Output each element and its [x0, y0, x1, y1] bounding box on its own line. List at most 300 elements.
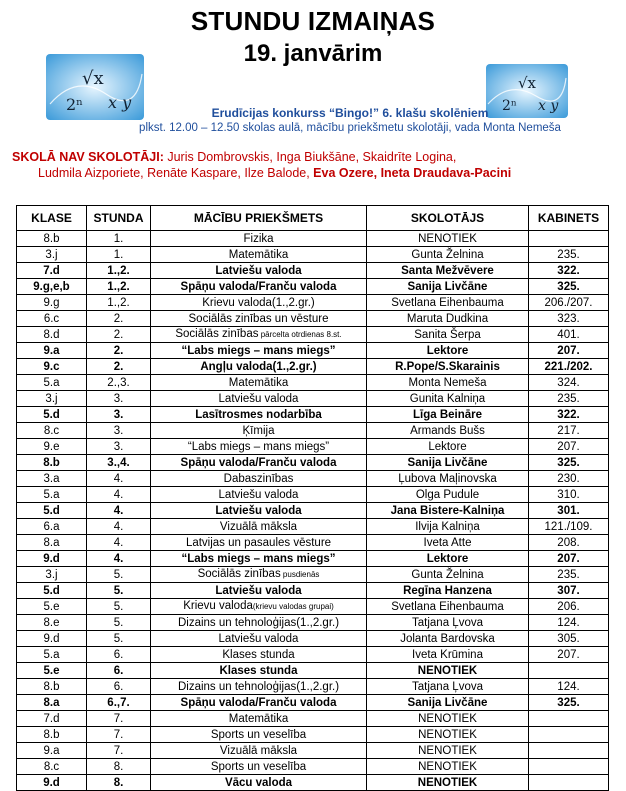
math-logo-left	[46, 54, 144, 120]
cell-prieksmets	[151, 647, 367, 663]
table-row	[17, 231, 609, 247]
logo-right-sub: 2ⁿ	[502, 98, 517, 114]
cell-stunda-text: 7.	[113, 744, 124, 757]
cell-stunda-text: 2.	[113, 328, 124, 341]
cell-klase-text: 7.d	[43, 264, 60, 277]
cell-prieksmets	[151, 663, 367, 679]
cell-stunda-text: 1.,2.	[107, 280, 130, 293]
cell-skolotajs-text: Monta Nemeša	[408, 376, 487, 389]
cell-stunda-text: 3.	[113, 424, 124, 437]
cell-prieksmets	[151, 471, 367, 487]
cell-prieksmets	[151, 679, 367, 695]
cell-skolotajs-text: Olga Pudule	[415, 488, 480, 501]
cell-klase	[17, 647, 87, 663]
cell-klase	[17, 679, 87, 695]
cell-prieksmets-text: Matemātika	[228, 376, 289, 389]
cell-prieksmets-text: Latviešu valoda	[215, 504, 302, 517]
table-row	[17, 327, 609, 343]
cell-stunda	[87, 391, 151, 407]
cell-stunda-text: 5.	[113, 632, 124, 645]
cell-klase	[17, 535, 87, 551]
cell-skolotajs-text: NENOTIEK	[417, 664, 478, 677]
cell-prieksmets-text: Sociālās zinības un vēsture	[188, 312, 329, 325]
cell-kabinets	[529, 359, 609, 375]
table-row	[17, 503, 609, 519]
cell-stunda	[87, 695, 151, 711]
cell-klase-text: 5.a	[43, 376, 60, 389]
cell-kabinets-text: 207.	[557, 552, 580, 565]
cell-skolotajs-text: Ilvija Kalniņa	[415, 520, 480, 533]
absent-label: SKOLĀ NAV SKOLOTĀJI:	[12, 150, 164, 164]
cell-stunda	[87, 775, 151, 791]
cell-stunda-text: 2.	[113, 344, 124, 357]
header-stunda: STUNDA	[87, 206, 151, 231]
cell-skolotajs-text: Lektore	[426, 344, 469, 357]
cell-prieksmets	[151, 359, 367, 375]
cell-klase-text: 5.a	[43, 488, 60, 501]
cell-kabinets-text: 235.	[557, 568, 580, 581]
cell-stunda-text: 3.	[113, 392, 124, 405]
cell-stunda	[87, 279, 151, 295]
cell-klase-text: 8.c	[43, 760, 60, 773]
cell-prieksmets	[151, 407, 367, 423]
cell-skolotajs-text: Regīna Hanzena	[403, 584, 492, 597]
cell-prieksmets-text: Krievu valoda(1.,2.gr.)	[202, 296, 315, 309]
cell-klase	[17, 631, 87, 647]
svg-text:x y: x y	[108, 93, 132, 112]
cell-stunda	[87, 455, 151, 471]
table-row	[17, 519, 609, 535]
cell-prieksmets-text: Spāņu valoda/Franču valoda	[180, 696, 337, 709]
cell-skolotajs-text: Ļubova Maļinovska	[398, 472, 497, 485]
cell-stunda	[87, 439, 151, 455]
cell-stunda	[87, 535, 151, 551]
cell-prieksmets	[151, 775, 367, 791]
cell-kabinets-text: 235.	[557, 392, 580, 405]
cell-stunda	[87, 663, 151, 679]
table-row	[17, 423, 609, 439]
cell-klase	[17, 727, 87, 743]
cell-skolotajs-text: NENOTIEK	[417, 776, 478, 789]
cell-prieksmets-text: Latviešu valoda	[218, 632, 299, 645]
cell-stunda	[87, 375, 151, 391]
cell-klase	[17, 743, 87, 759]
cell-kabinets	[529, 711, 609, 727]
cell-stunda-text: 1.	[113, 248, 124, 261]
cell-kabinets-text: 124.	[557, 680, 580, 693]
cell-stunda-text: 7.	[113, 712, 124, 725]
cell-skolotajs-text: Maruta Dudkina	[406, 312, 489, 325]
cell-klase	[17, 663, 87, 679]
cell-prieksmets	[151, 375, 367, 391]
cell-stunda-text: 6.	[113, 648, 124, 661]
header-skolotajs: SKOLOTĀJS	[367, 206, 529, 231]
cell-skolotajs-text: Tatjana Ļvova	[412, 616, 483, 629]
cell-stunda-text: 3.,4.	[107, 456, 130, 469]
cell-stunda	[87, 231, 151, 247]
cell-klase-text: 8.a	[43, 696, 60, 709]
cell-skolotajs	[367, 423, 529, 439]
cell-prieksmets	[151, 535, 367, 551]
cell-klase	[17, 551, 87, 567]
table-row	[17, 487, 609, 503]
cell-prieksmets-text: Sociālās zinības	[175, 328, 259, 340]
table-header-row	[17, 206, 609, 231]
cell-skolotajs	[367, 231, 529, 247]
cell-prieksmets	[151, 247, 367, 263]
cell-skolotajs-text: Svetlana Eihenbauma	[391, 296, 504, 309]
cell-prieksmets-text: Fizika	[243, 232, 274, 245]
table-row	[17, 535, 609, 551]
contest-audience: 6. klašu skolēniem	[378, 106, 489, 120]
cell-skolotajs	[367, 407, 529, 423]
cell-klase-text: 8.a	[43, 536, 60, 549]
cell-prieksmets	[151, 439, 367, 455]
cell-prieksmets	[151, 615, 367, 631]
header-prieksmets: MĀCĪBU PRIEKŠMETS	[151, 206, 367, 231]
cell-skolotajs-text: Sanija Livčāne	[407, 280, 488, 293]
cell-prieksmets-text: Sports un veselība	[210, 728, 307, 741]
cell-klase	[17, 519, 87, 535]
cell-skolotajs-text: Armands Bušs	[410, 424, 485, 437]
cell-prieksmets-text: “Labs miegs – mans miegs”	[187, 440, 330, 453]
cell-klase-text: 8.d	[43, 328, 60, 341]
cell-stunda-text: 6.	[113, 664, 124, 677]
absent-teachers-line2	[38, 166, 511, 180]
cell-kabinets	[529, 631, 609, 647]
cell-skolotajs	[367, 535, 529, 551]
cell-prieksmets	[151, 599, 367, 615]
cell-stunda	[87, 423, 151, 439]
cell-kabinets-text: 235.	[557, 248, 580, 261]
cell-kabinets-text: 322.	[557, 264, 580, 277]
cell-klase-text: 3.j	[45, 392, 58, 405]
cell-skolotajs	[367, 679, 529, 695]
cell-klase-text: 6.a	[43, 520, 60, 533]
cell-prieksmets-text: Klases stunda	[222, 648, 295, 661]
cell-stunda	[87, 679, 151, 695]
table-row	[17, 743, 609, 759]
cell-stunda-text: 5.	[113, 584, 124, 597]
cell-klase-text: 8.b	[43, 680, 60, 693]
cell-stunda-text: 2.,3.	[107, 376, 130, 389]
cell-prieksmets-text: Spāņu valoda/Franču valoda	[180, 456, 337, 469]
cell-stunda-text: 1.,2.	[107, 296, 130, 309]
cell-klase-text: 3.a	[43, 472, 60, 485]
cell-kabinets-text: 301.	[557, 504, 580, 517]
cell-klase	[17, 583, 87, 599]
cell-skolotajs	[367, 391, 529, 407]
cell-skolotajs	[367, 551, 529, 567]
cell-prieksmets-text: Vizuālā māksla	[219, 520, 298, 533]
cell-skolotajs	[367, 695, 529, 711]
cell-prieksmets-text: Sociālās zinības	[197, 568, 281, 580]
cell-skolotajs-text: Gunita Kalniņa	[409, 392, 486, 405]
cell-kabinets	[529, 583, 609, 599]
cell-skolotajs	[367, 471, 529, 487]
cell-kabinets-text: 323.	[557, 312, 580, 325]
cell-kabinets	[529, 279, 609, 295]
table-row	[17, 311, 609, 327]
cell-prieksmets	[151, 487, 367, 503]
table-row	[17, 295, 609, 311]
cell-kabinets	[529, 247, 609, 263]
cell-prieksmets-text: “Labs miegs – mans miegs”	[181, 552, 336, 565]
cell-klase-text: 9.d	[43, 776, 60, 789]
cell-prieksmets	[151, 231, 367, 247]
cell-kabinets	[529, 759, 609, 775]
cell-kabinets	[529, 727, 609, 743]
cell-kabinets-text: 206./207.	[544, 296, 593, 309]
table-row	[17, 551, 609, 567]
cell-klase	[17, 439, 87, 455]
schedule-table	[16, 205, 609, 791]
cell-skolotajs-text: Sanita Šerpa	[414, 328, 481, 341]
cell-prieksmets	[151, 295, 367, 311]
cell-kabinets	[529, 487, 609, 503]
cell-klase	[17, 567, 87, 583]
cell-klase	[17, 503, 87, 519]
table-row	[17, 663, 609, 679]
cell-klase	[17, 311, 87, 327]
cell-kabinets	[529, 775, 609, 791]
cell-klase-text: 9.g,e,b	[33, 280, 70, 293]
cell-skolotajs	[367, 567, 529, 583]
cell-skolotajs	[367, 503, 529, 519]
cell-skolotajs	[367, 759, 529, 775]
cell-klase-text: 3.j	[45, 248, 58, 261]
cell-kabinets	[529, 391, 609, 407]
cell-kabinets	[529, 407, 609, 423]
cell-stunda-text: 8.	[113, 776, 124, 789]
cell-kabinets	[529, 519, 609, 535]
cell-prieksmets	[151, 455, 367, 471]
cell-klase	[17, 455, 87, 471]
cell-prieksmets-note: pārcelta otrdienas 8.st.	[258, 330, 342, 339]
cell-prieksmets-note: pusdienās	[280, 570, 320, 579]
cell-skolotajs	[367, 327, 529, 343]
cell-stunda-text: 6.	[113, 680, 124, 693]
cell-klase-text: 6.c	[43, 312, 60, 325]
cell-skolotajs	[367, 599, 529, 615]
cell-stunda	[87, 359, 151, 375]
table-row	[17, 583, 609, 599]
cell-kabinets-text: 221./202.	[544, 360, 593, 373]
cell-skolotajs	[367, 359, 529, 375]
cell-klase-text: 9.c	[43, 360, 60, 373]
cell-skolotajs	[367, 647, 529, 663]
cell-prieksmets	[151, 583, 367, 599]
cell-stunda	[87, 487, 151, 503]
cell-klase	[17, 759, 87, 775]
cell-klase	[17, 487, 87, 503]
cell-kabinets-text: 124.	[557, 616, 580, 629]
cell-prieksmets-text: Dizains un tehnoloģijas(1.,2.gr.)	[177, 616, 340, 629]
cell-prieksmets	[151, 567, 367, 583]
cell-prieksmets	[151, 391, 367, 407]
cell-prieksmets-text: Klases stunda	[219, 664, 298, 677]
cell-kabinets	[529, 295, 609, 311]
table-row	[17, 775, 609, 791]
cell-stunda	[87, 759, 151, 775]
cell-prieksmets-text: Latviešu valoda	[218, 392, 299, 405]
table-row	[17, 407, 609, 423]
cell-stunda-text: 4.	[113, 472, 124, 485]
cell-skolotajs-text: Tatjana Ļvova	[412, 680, 483, 693]
logo-right-text: √x	[518, 74, 537, 92]
cell-skolotajs-text: R.Pope/S.Skarainis	[395, 360, 500, 373]
cell-prieksmets	[151, 263, 367, 279]
cell-klase-text: 9.a	[43, 344, 60, 357]
cell-prieksmets-note: (krievu valodas grupai)	[252, 602, 334, 611]
cell-klase	[17, 471, 87, 487]
absent-names-1: Juris Dombrovskis, Inga Biukšāne, Skaidrīte Logina,	[163, 150, 457, 164]
cell-skolotajs-text: NENOTIEK	[418, 728, 477, 741]
table-row	[17, 599, 609, 615]
cell-kabinets-text: 207.	[557, 648, 580, 661]
cell-stunda-text: 4.	[113, 552, 124, 565]
cell-prieksmets-text: Krievu valoda	[183, 600, 253, 612]
cell-kabinets	[529, 535, 609, 551]
cell-skolotajs	[367, 615, 529, 631]
logo-left-text: √x	[82, 68, 104, 89]
cell-klase-text: 8.e	[43, 616, 60, 629]
cell-stunda-text: 4.	[113, 536, 124, 549]
cell-stunda	[87, 567, 151, 583]
cell-prieksmets-text: Latviešu valoda	[215, 264, 302, 277]
cell-kabinets	[529, 263, 609, 279]
cell-klase	[17, 423, 87, 439]
cell-stunda	[87, 615, 151, 631]
cell-stunda-text: 1.	[113, 232, 124, 245]
cell-kabinets	[529, 567, 609, 583]
cell-skolotajs	[367, 727, 529, 743]
cell-klase	[17, 599, 87, 615]
cell-klase-text: 5.d	[43, 504, 60, 517]
cell-skolotajs-text: NENOTIEK	[418, 744, 477, 757]
cell-skolotajs-text: Sanija Livčāne	[407, 456, 488, 469]
cell-klase	[17, 247, 87, 263]
cell-kabinets	[529, 423, 609, 439]
cell-kabinets	[529, 503, 609, 519]
absent-names-2: Ludmila Aizporiete, Renāte Kaspare, Ilze Balode,	[38, 166, 314, 180]
cell-skolotajs	[367, 247, 529, 263]
cell-stunda	[87, 711, 151, 727]
table-row	[17, 615, 609, 631]
cell-prieksmets	[151, 519, 367, 535]
cell-klase-text: 9.a	[43, 744, 60, 757]
cell-prieksmets	[151, 327, 367, 343]
absent-names-2-bold: Eva Ozere, Ineta Draudava-Pacini	[313, 166, 512, 180]
cell-klase-text: 5.e	[43, 664, 60, 677]
cell-prieksmets-text: Vācu valoda	[224, 776, 293, 789]
cell-kabinets	[529, 327, 609, 343]
cell-prieksmets-text: Angļu valoda(1.,2.gr.)	[200, 360, 317, 373]
cell-stunda	[87, 727, 151, 743]
table-row	[17, 727, 609, 743]
cell-prieksmets	[151, 311, 367, 327]
table-row	[17, 711, 609, 727]
cell-kabinets-text: 207.	[557, 440, 580, 453]
cell-klase	[17, 263, 87, 279]
cell-prieksmets-text: Matemātika	[228, 248, 289, 261]
cell-klase-text: 9.e	[43, 440, 60, 453]
cell-klase	[17, 279, 87, 295]
cell-klase	[17, 295, 87, 311]
cell-klase-text: 8.b	[43, 456, 60, 469]
cell-stunda-text: 5.	[113, 616, 124, 629]
cell-prieksmets	[151, 279, 367, 295]
cell-skolotajs-text: NENOTIEK	[418, 232, 477, 245]
cell-klase	[17, 391, 87, 407]
cell-skolotajs	[367, 663, 529, 679]
cell-klase-text: 8.b	[43, 232, 60, 245]
cell-kabinets-text: 217.	[557, 424, 580, 437]
cell-prieksmets	[151, 743, 367, 759]
table-row	[17, 679, 609, 695]
cell-stunda-text: 6.,7.	[107, 696, 130, 709]
cell-prieksmets-text: “Labs miegs – mans miegs”	[181, 344, 336, 357]
cell-klase-text: 8.b	[43, 728, 60, 741]
cell-skolotajs-text: Jana Bistere-Kalniņa	[390, 504, 505, 517]
table-row	[17, 647, 609, 663]
cell-kabinets	[529, 679, 609, 695]
cell-prieksmets-text: Matemātika	[228, 712, 289, 725]
cell-stunda	[87, 311, 151, 327]
cell-kabinets-text: 307.	[557, 584, 580, 597]
cell-kabinets	[529, 551, 609, 567]
cell-stunda-text: 3.	[113, 408, 124, 421]
cell-kabinets	[529, 311, 609, 327]
cell-stunda-text: 2.	[113, 360, 124, 373]
cell-stunda-text: 8.	[113, 760, 124, 773]
cell-kabinets-text: 305.	[557, 632, 580, 645]
cell-stunda-text: 4.	[113, 488, 124, 501]
table-row	[17, 455, 609, 471]
cell-skolotajs	[367, 263, 529, 279]
cell-klase-text: 7.d	[43, 712, 60, 725]
cell-kabinets	[529, 471, 609, 487]
cell-skolotajs-text: Iveta Krūmina	[412, 648, 483, 661]
cell-kabinets-text: 207.	[557, 344, 580, 357]
header-klase: KLASE	[17, 206, 87, 231]
cell-skolotajs-text: Jolanta Bardovska	[400, 632, 495, 645]
cell-prieksmets-text: Latviešu valoda	[215, 584, 302, 597]
table-row	[17, 343, 609, 359]
cell-skolotajs-text: Gunta Želnina	[411, 248, 484, 261]
contest-details: plkst. 12.00 – 12.50 skolas aulā, mācību priekšmetu skolotāji, vada Monta Nemeša	[139, 122, 561, 134]
cell-klase-text: 9.g	[43, 296, 60, 309]
cell-klase-text: 5.d	[43, 408, 60, 421]
cell-kabinets-text: 325.	[557, 456, 580, 469]
cell-skolotajs-text: Iveta Atte	[423, 536, 472, 549]
cell-klase	[17, 615, 87, 631]
cell-skolotajs	[367, 295, 529, 311]
cell-klase-text: 8.c	[43, 424, 60, 437]
cell-kabinets	[529, 695, 609, 711]
cell-klase-text: 9.d	[43, 632, 60, 645]
cell-stunda	[87, 247, 151, 263]
cell-skolotajs	[367, 775, 529, 791]
table-row	[17, 247, 609, 263]
page-title: STUNDU IZMAIŅAS	[190, 6, 436, 36]
cell-kabinets-text: 401.	[557, 328, 580, 341]
cell-klase	[17, 359, 87, 375]
cell-prieksmets-text: Spāņu valoda/Franču valoda	[180, 280, 337, 293]
cell-skolotajs	[367, 455, 529, 471]
cell-kabinets-text: 325.	[557, 696, 580, 709]
cell-skolotajs	[367, 439, 529, 455]
